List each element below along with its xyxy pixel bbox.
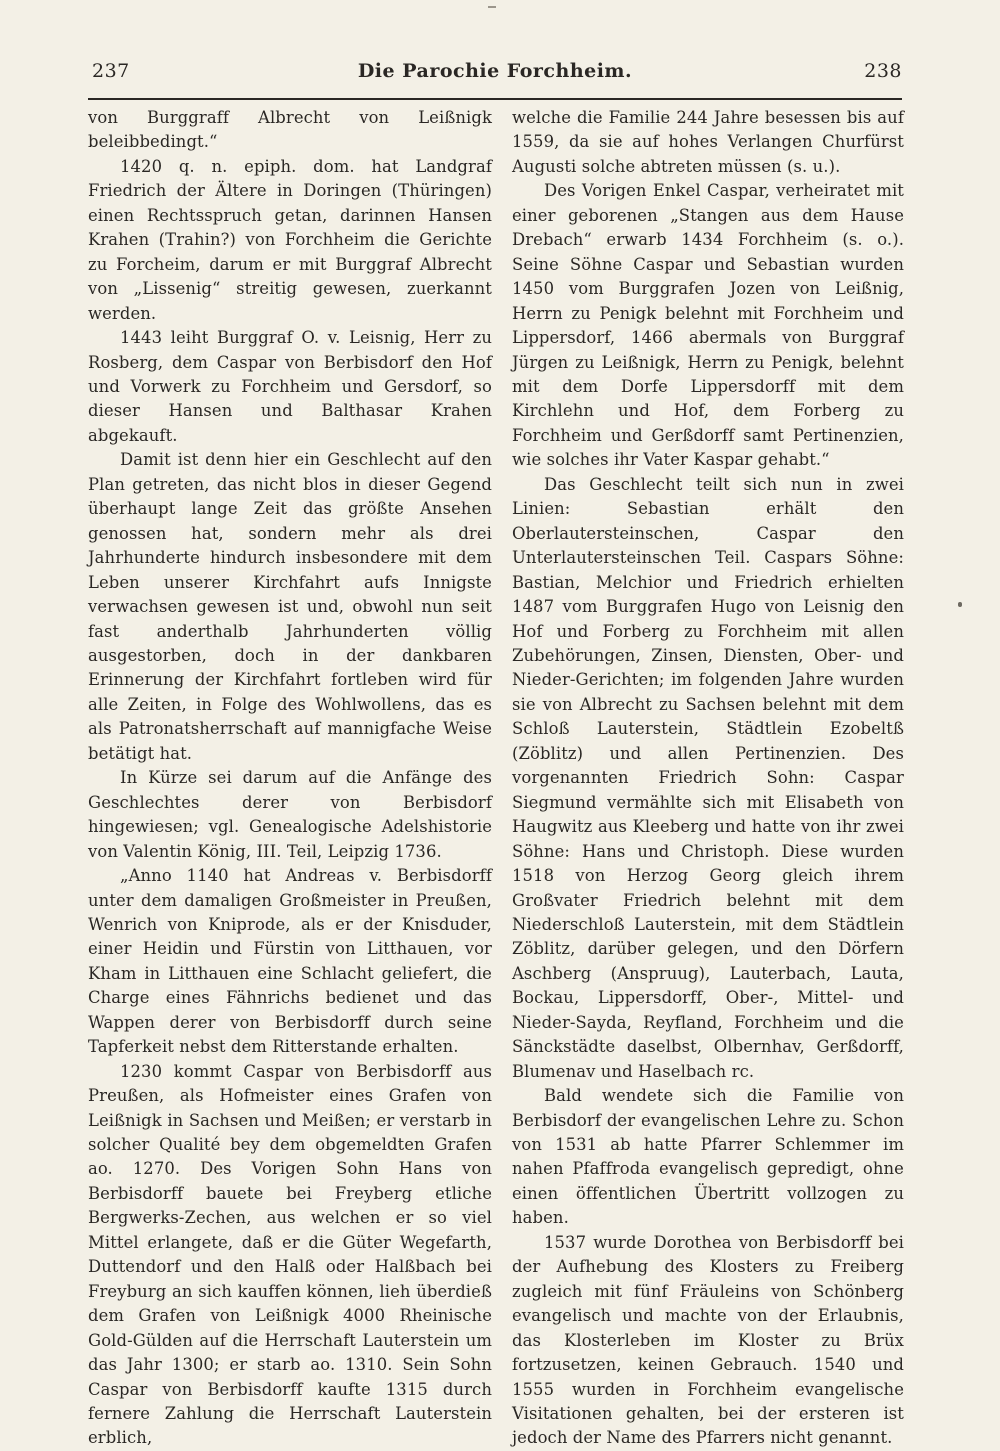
header-rule	[88, 98, 902, 100]
right-column	[512, 106, 904, 1451]
ink-speck	[958, 602, 962, 607]
running-title: Die Parochie Forchheim.	[357, 60, 633, 82]
page-number-right: 238	[864, 60, 902, 82]
page-number-left: 237	[92, 60, 130, 82]
running-header	[88, 60, 902, 98]
paragraph: 1443 leiht Burggraf O. v. Leisnig, Herr zu Rosberg, dem Caspar von Berbisdorf den Hof und Vorwerk zu Forchheim und Gersdorf, so dieser Hansen und Balthasar Krahen abgekauft.	[88, 328, 492, 445]
paragraph: Des Vorigen Enkel Caspar, verheiratet mit einer geborenen „Stangen aus dem Hause Drebach“ erwarb 1434 Forchheim (s. o.). Seine Söhne Caspar und Sebastian wurden 1450 vom Burggrafen Jozen von Leißnig, Herrn zu Penigk belehnt mit Forchheim und Lippersdorf, 1466 abermals von Burggraf Jürgen zu Leißnigk, Herrn zu Penigk, belehnt mit dem Dorfe Lippersdorff mit dem Kirchlehn und Hof, dem Forberg zu Forchheim und Gerßdorff samt Pertinenzien, wie solches ihr Vater Kaspar gehabt.“	[512, 181, 904, 470]
paragraph: Bald wendete sich die Familie von Berbisdorf der evangelischen Lehre zu. Schon von 1531 ab hatte Pfarrer Schlemmer im nahen Pfaffroda evangelisch gepredigt, ohne einen öffentlichen Übertritt vollzogen zu haben.	[512, 1086, 904, 1228]
paragraph: Damit ist denn hier ein Geschlecht auf den Plan getreten, das nicht blos in dieser Gegend überhaupt lange Zeit das größte Ansehen genossen hat, sondern mehr als drei Jahrhunderte hindurch insbesondere mit dem Leben unserer Kirchfahrt aufs Innigste verwachsen gewesen ist und, obwohl nun seit fast anderthalb Jahrhunderten völlig ausgestorben, doch in der dankbaren Erinnerung der Kirchfahrt fortleben wird für alle Zeiten, in Folge des Wohlwollens, das es als Patronatsherrschaft auf mannigfache Weise betätigt hat.	[88, 450, 492, 763]
margin-mark	[488, 6, 496, 8]
paragraph: 1420 q. n. epiph. dom. hat Landgraf Friedrich der Ältere in Doringen (Thüringen) einen Rechtsspruch getan, darinnen Hansen Krahen (Trahin?) von Forchheim die Gerichte zu Forcheim, darum er mit Burggraf Albrecht von „Lissenig“ streitig gewesen, zuerkannt werden.	[88, 156, 492, 323]
left-column	[88, 106, 492, 1451]
paragraph: 1230 kommt Caspar von Berbisdorff aus Preußen, als Hofmeister eines Grafen von Leißnigk in Sachsen und Meißen; er verstarb in solcher Qualité bey dem obgemeldten Grafen ao. 1270. Des Vorigen Sohn Hans von Berbisdorff bauete bei Freyberg etliche Bergwerks-Zechen, aus welchen er so viel Mittel erlangete, daß er die Güter Wegefarth, Duttendorf und den Halß oder Halßbach bei Freyburg an sich kauffen können, lieh überdieß dem Grafen von Leißnigk 4000 Rheinische Gold-Gülden auf die Herrschaft Lauterstein um das Jahr 1300; er starb ao. 1310. Sein Sohn Caspar von Berbisdorff kaufte 1315 durch fernere Zahlung die Herrschaft Lauterstein erblich,	[88, 1061, 492, 1448]
paragraph: welche die Familie 244 Jahre besessen bis auf 1559, da sie auf hohes Verlangen Churfürst Augusti solche abtreten müssen (s. u.).	[512, 108, 904, 176]
paragraph: 1537 wurde Dorothea von Berbisdorff bei der Aufhebung des Klosters zu Freiberg zugleich mit fünf Fräuleins von Schönberg evangelisch und machte von der Erlaubnis, das Klosterleben im Kloster zu Brüx fortzusetzen, keinen Gebrauch. 1540 und 1555 wurden in Forchheim evangelische Visitationen gehalten, bei der ersteren ist jedoch der Name des Pfarrers nicht genannt.	[512, 1232, 904, 1448]
paragraph: In Kürze sei darum auf die Anfänge des Geschlechtes derer von Berbisdorf hingewiesen; vgl. Genealogische Adelshistorie von Valentin König, III. Teil, Leipzig 1736.	[88, 768, 492, 861]
paragraph: Das Geschlecht teilt sich nun in zwei Linien: Sebastian erhält den Oberlautersteinschen, Caspar den Unterlautersteinschen Teil. Caspars Söhne: Bastian, Melchior und Friedrich erhielten 1487 vom Burggrafen Hugo von Leisnig den Hof und Forberg zu Forchheim mit allen Zubehörungen, Zinsen, Diensten, Ober- und Nieder-Gerichten; im folgenden Jahre wurden sie von Albrecht zu Sachsen belehnt mit dem Schloß Lauterstein, Städtlein Ezobeltß (Zöblitz) und allen Pertinenzien. Des vorgenannten Friedrich Sohn: Caspar Siegmund vermählte sich mit Elisabeth von Haugwitz aus Kleeberg und hatte von ihr zwei Söhne: Hans und Christoph. Diese wurden 1518 von Herzog Georg gleich ihrem Großvater Friedrich belehnt mit dem Niederschloß Lauterstein, mit dem Städtlein Zöblitz, darüber gelegen, und den Dörfern Aschberg (Anspruug), Lauterbach, Lauta, Bockau, Lippersdorff, Ober-, Mittel- und Nieder-Sayda, Reyfland, Forchheim und die Sänckstädte daselbst, Olbernhav, Gerßdorff, Blumenav und Haselbach rc.	[512, 474, 904, 1081]
paragraph: „Anno 1140 hat Andreas v. Berbisdorff unter dem damaligen Großmeister in Preußen, Wenrich von Kniprode, als er der Knisduder, einer Heidin und Fürstin von Litthauen, vor Kham in Litthauen eine Schlacht geliefert, die Charge eines Fähnrichs bedienet und das Wappen derer von Berbisdorff durch seine Tapferkeit nebst dem Ritterstande erhalten.	[88, 866, 492, 1057]
paragraph: von Burggraff Albrecht von Leißnigk beleibbedingt.“	[88, 108, 492, 152]
